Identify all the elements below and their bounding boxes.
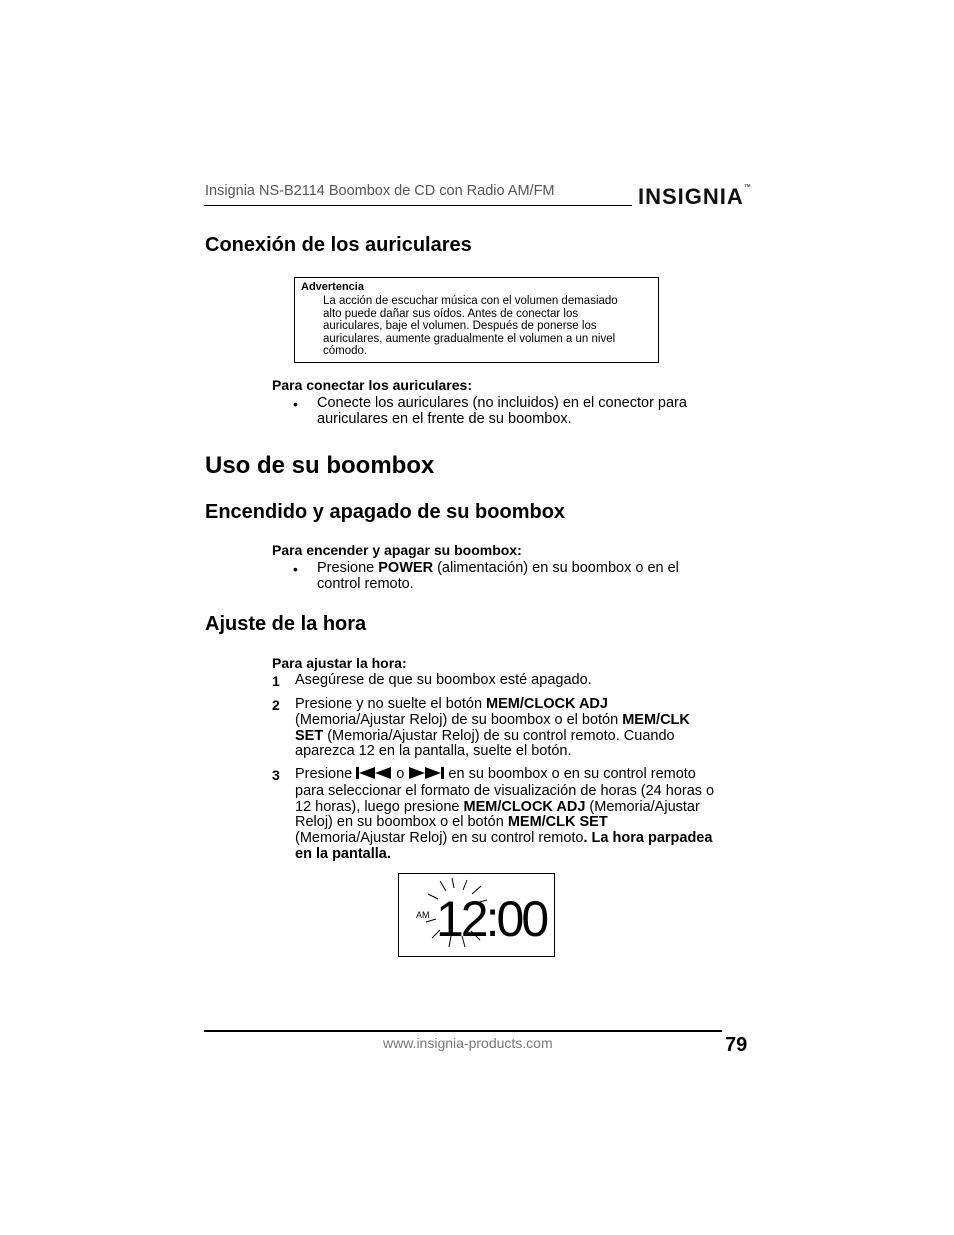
- clock-display-illustration: [398, 873, 555, 957]
- clock-time: 12:00: [436, 891, 547, 947]
- section-heading-headphones: Conexión de los auriculares: [205, 234, 472, 256]
- chapter-heading-using: Uso de su boombox: [205, 452, 435, 479]
- step-number: 3: [272, 767, 280, 783]
- step-1-text: Asegúrese de que su boombox esté apagado.: [295, 672, 592, 688]
- section-heading-power: Encendido y apagado de su boombox: [205, 501, 566, 523]
- step-number: 1: [272, 673, 280, 689]
- document-title: Insignia NS-B2114 Boombox de CD con Radio AM/FM: [205, 183, 555, 199]
- bullet-glyph: •: [293, 561, 298, 577]
- brand-logo: INSIGNIA™: [638, 184, 751, 209]
- warning-text: La acción de escuchar música con el volumen demasiado alto puede dañar sus oídos. Antes de conectar los auriculares, baje el volumen. Después de ponerse los auriculares, aumente gradualmente el volumen a un nivel cómodo.: [323, 295, 618, 358]
- footer-rule: [204, 1030, 722, 1032]
- skip-back-icon: [356, 767, 392, 784]
- skip-forward-icon: [408, 767, 444, 784]
- bullet-text-headphones: Conecte los auriculares (no incluidos) en el conector para auriculares en el frente de su boombox.: [317, 395, 687, 427]
- bullet-glyph: •: [293, 396, 298, 412]
- header-rule: [204, 205, 632, 206]
- step-number: 2: [272, 697, 280, 713]
- warning-box: [294, 277, 659, 363]
- bullet-text-power: Presione POWER (alimentación) en su boombox o en el control remoto.: [317, 560, 679, 592]
- footer-url: www.insignia-products.com: [383, 1035, 553, 1051]
- procedure-title-power: Para encender y apagar su boombox:: [272, 542, 522, 558]
- page-number: 79: [725, 1034, 748, 1056]
- section-heading-clock: Ajuste de la hora: [205, 613, 367, 635]
- am-indicator: AM: [416, 910, 430, 920]
- step-3-text: Presione o en su boombox o en su control remoto para seleccionar el formato de visualización de horas (24 horas o 12 horas), luego presione MEM/CLOCK ADJ (Memoria/Ajustar Reloj) en su boombox o el botón MEM/CLK SET (Memoria/Ajustar Reloj) en su control remoto. La hora parpadea en la pantalla.: [295, 766, 715, 862]
- procedure-title-headphones: Para conectar los auriculares:: [272, 377, 472, 393]
- warning-title: Advertencia: [301, 281, 364, 293]
- procedure-title-clock: Para ajustar la hora:: [272, 655, 407, 671]
- step-2-text: Presione y no suelte el botón MEM/CLOCK ADJ (Memoria/Ajustar Reloj) de su boombox o el botón MEM/CLK SET (Memoria/Ajustar Reloj) de su control remoto. Cuando aparezca 12 en la pantalla, suelte el botón.: [295, 696, 690, 760]
